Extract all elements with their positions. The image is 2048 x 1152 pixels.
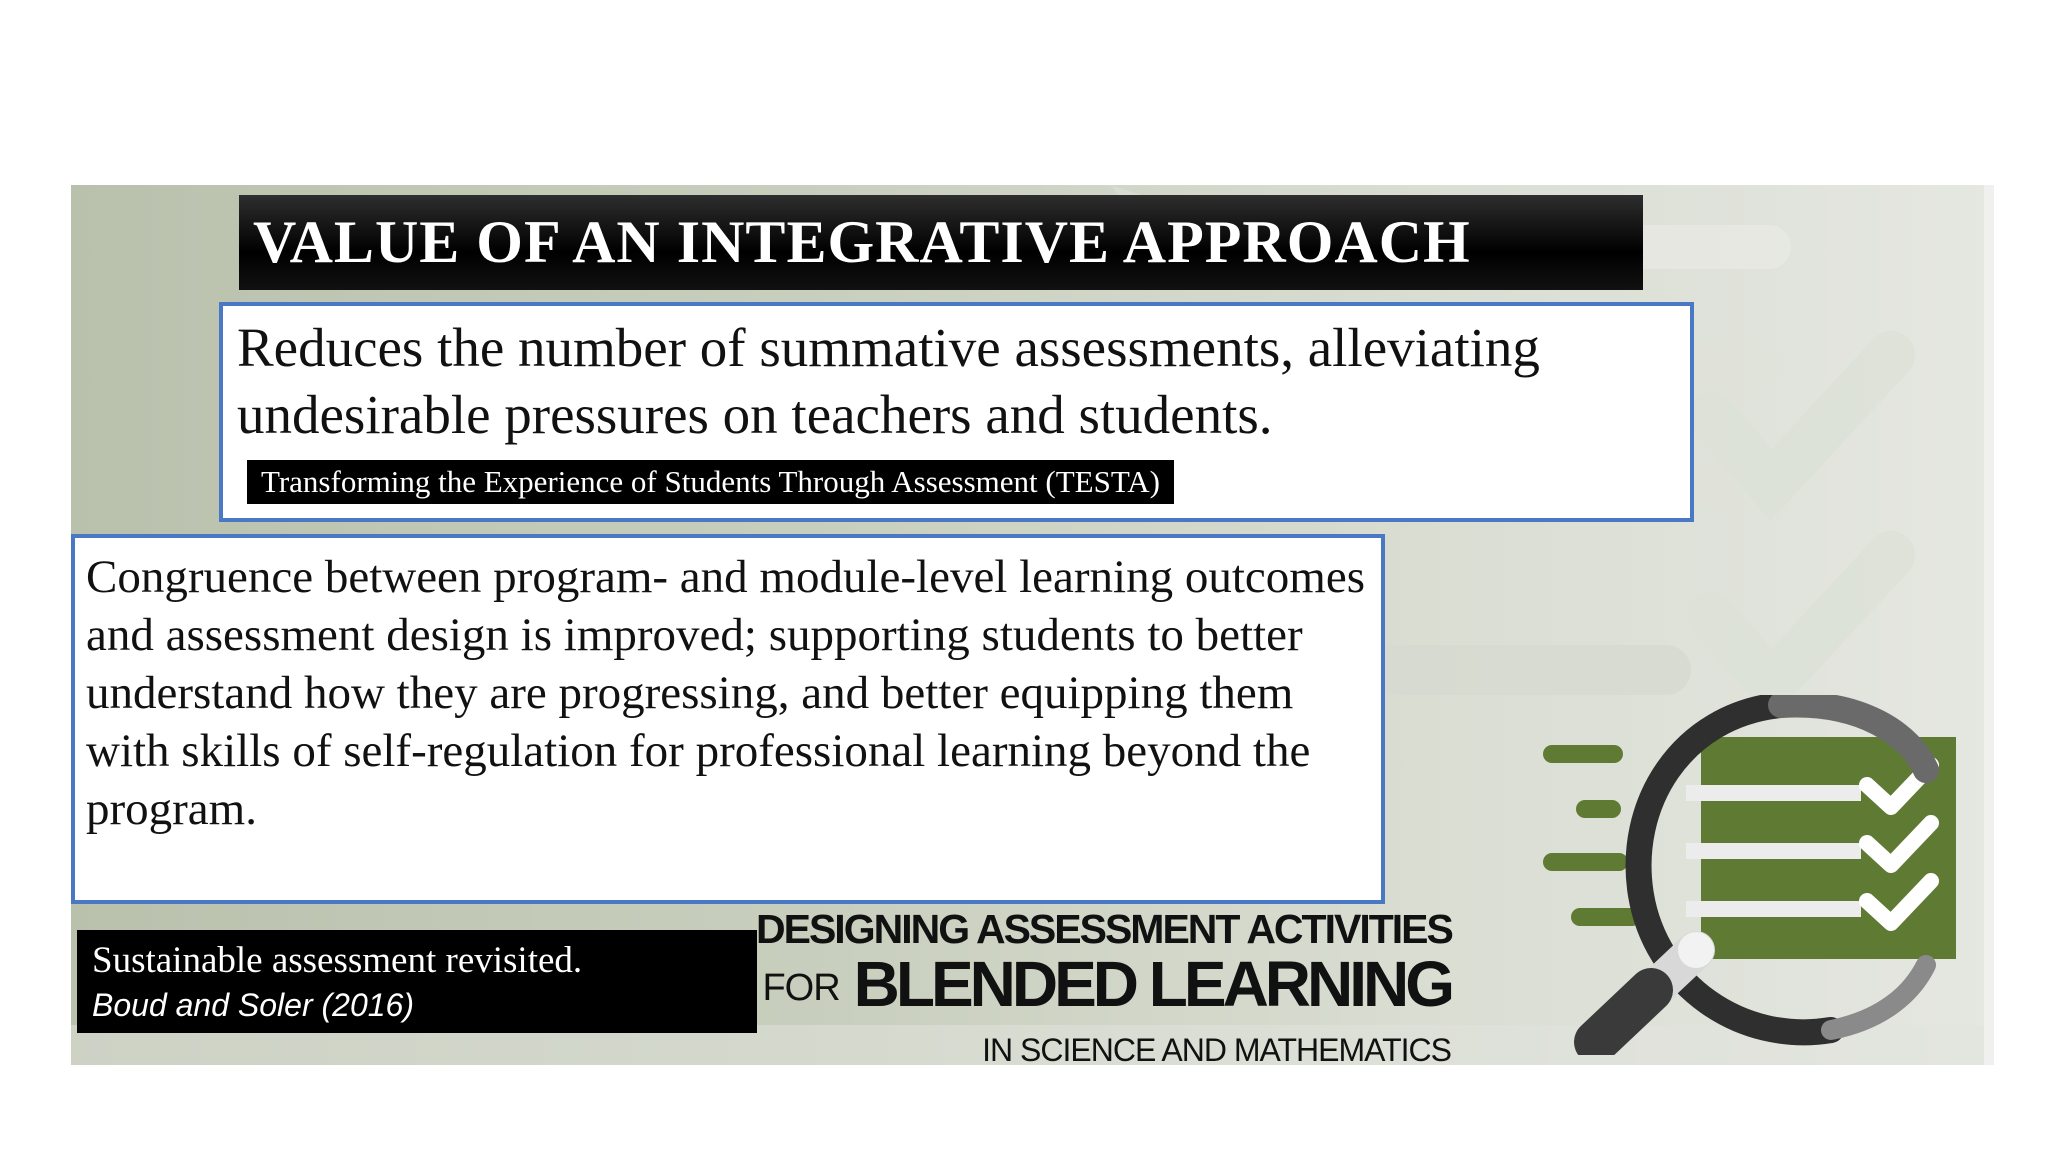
point2-text: Congruence between program- and module-level learning outcomes and assessment design is improved; supporting students to better understand how they are progressing, and better equipping them with skills of self-regulation for professional learning beyond the program. bbox=[86, 551, 1365, 835]
slide bbox=[71, 185, 1994, 1065]
point-box-congruence bbox=[71, 534, 1385, 904]
testa-source-label: Transforming the Experience of Students Through Assessment (TESTA) bbox=[247, 460, 1174, 504]
logo-line2: BLENDED LEARNING bbox=[853, 948, 1451, 1020]
citation-author: Boud and Soler (2016) bbox=[92, 987, 414, 1023]
logo-line3: IN SCIENCE AND MATHEMATICS bbox=[982, 1032, 1451, 1065]
logo-line2-wrap bbox=[756, 948, 1451, 1033]
point1-text: Reduces the number of summative assessments, alleviating undesirable pressures on teachers and students. bbox=[237, 317, 1540, 445]
slide-title: VALUE OF AN INTEGRATIVE APPROACH bbox=[239, 195, 1643, 290]
magnifier-checklist-icon bbox=[1531, 695, 1971, 1055]
point-box-summative bbox=[219, 302, 1694, 522]
slide-edge bbox=[1984, 185, 1994, 1065]
citation-title: Sustainable assessment revisited. bbox=[92, 940, 583, 981]
citation-box bbox=[77, 930, 757, 1033]
logo-for: FOR bbox=[762, 967, 840, 1009]
course-logo bbox=[756, 905, 1451, 1065]
logo-line1: DESIGNING ASSESSMENT ACTIVITIES bbox=[756, 906, 1452, 952]
